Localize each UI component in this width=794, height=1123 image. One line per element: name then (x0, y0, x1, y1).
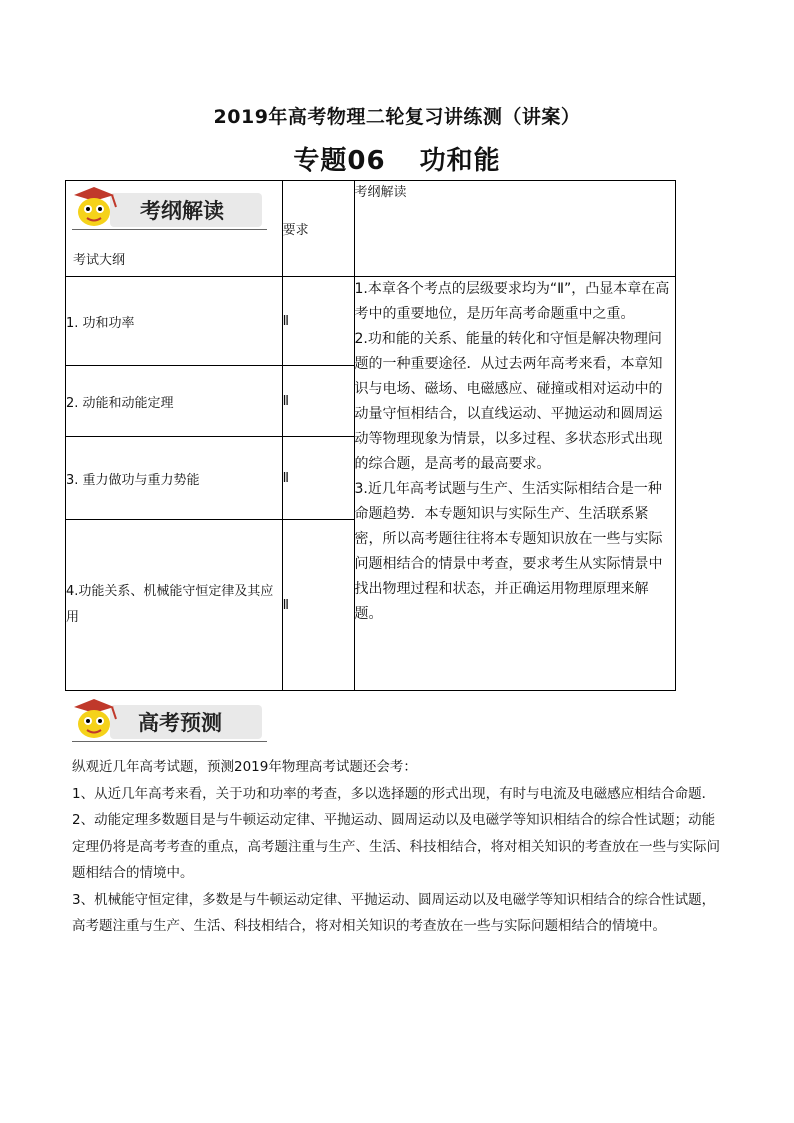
topic-number: 专题06 (293, 146, 386, 176)
prediction-section (72, 754, 727, 940)
analysis-paragraph: 2.功和能的关系、能量的转化和守恒是解决物理问题的一种重要途径．从过去两年高考来看，本章知识与电场、磁场、电磁感应、碰撞或相对运动中的动量守恒相结合，以直线运动、平抛运动和圆周运动等物理现象为情景，以多过程、多状态形式出现的综合题，是高考的最高要求。 (354, 331, 663, 472)
analysis-cell (354, 277, 675, 691)
document-title: 2019年高考物理二轮复习讲练测（讲案） (213, 106, 581, 128)
analysis-column-header: 考纲解读 (354, 181, 675, 277)
prediction-banner-underline (72, 741, 267, 742)
outline-item: 2. 动能和动能定理 (66, 366, 283, 437)
banner-text: 考纲解读 (140, 199, 224, 223)
requirement-level: Ⅱ (282, 437, 354, 520)
table-header-row (66, 181, 676, 277)
banner-underline (72, 229, 267, 230)
outline-table (65, 180, 676, 691)
prediction-point: 3、机械能守恒定律，多数是与牛顿运动定律、平抛运动、圆周运动以及电磁学等知识相结合的综合性试题，高考题注重与生产、生活、科技相结合，将对相关知识的考查放在一些与实际问题相结合的情境中。 (72, 891, 716, 934)
analysis-paragraph: 1.本章各个考点的层级要求均为“Ⅱ”，凸显本章在高考中的重要地位，是历年高考命题重中之重。 (354, 281, 670, 322)
prediction-banner-text: 高考预测 (138, 711, 222, 735)
outline-item: 4.功能关系、机械能守恒定律及其应用 (66, 520, 283, 691)
requirement-level: Ⅱ (282, 520, 354, 691)
requirement-level: Ⅱ (282, 277, 354, 366)
prediction-point: 1、从近几年高考来看，关于功和功率的考查，多以选择题的形式出现，有时与电流及电磁感应相结合命题． (72, 785, 716, 802)
analysis-paragraph: 3.近几年高考试题与生产、生活实际相结合是一种命题趋势．本专题知识与实际生产、生活联系紧密，所以高考题往往将本专题知识放在一些与实际问题相结合的情景中考查，要求考生从实际情景中找出物理过程和状态，并正确运用物理原理来解题。 (354, 481, 663, 622)
prediction-banner-icon (72, 697, 262, 741)
prediction-intro: 纵观近几年高考试题，预测2019年物理高考试题还会考： (72, 759, 417, 775)
table-row (66, 277, 676, 366)
requirement-level: Ⅱ (282, 366, 354, 437)
topic-name: 功和能 (419, 146, 501, 176)
mascot-banner-icon (72, 185, 262, 229)
outline-item: 3. 重力做功与重力势能 (66, 437, 283, 520)
outline-header-cell (66, 181, 283, 277)
prediction-point: 2、动能定理多数题目是与牛顿运动定律、平抛运动、圆周运动以及电磁学等知识相结合的综合性试题；动能定理仍将是高考考查的重点，高考题注重与生产、生活、科技相结合，将对相关知识的考查放在一些与实际问题相结合的情境中。 (72, 812, 720, 881)
topic-heading (0, 140, 794, 177)
requirement-column-header: 要求 (282, 181, 354, 277)
outline-item: 1. 功和功率 (66, 277, 283, 366)
outline-column-header: 考试大纲 (73, 253, 126, 268)
